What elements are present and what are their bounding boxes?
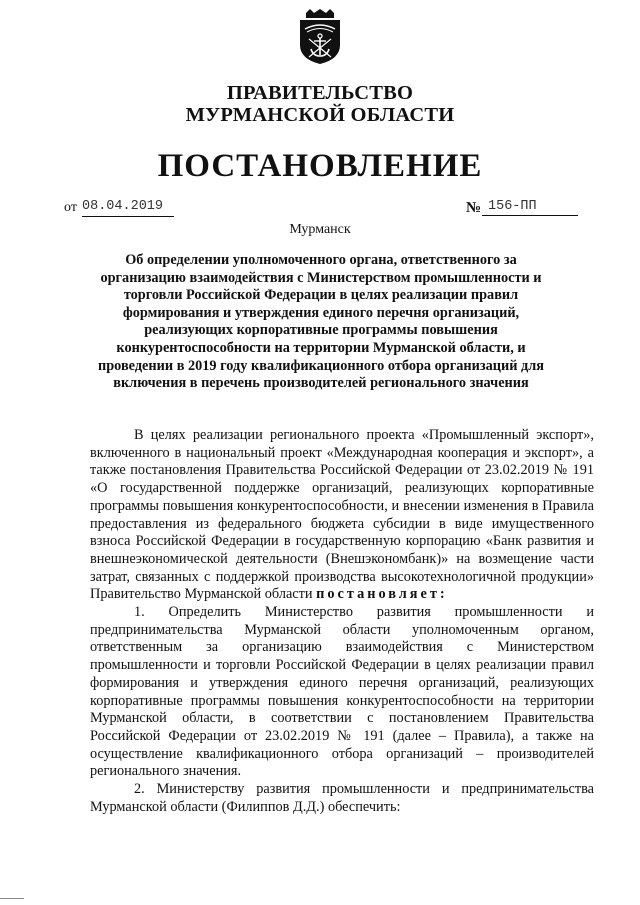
number-prefix: № <box>466 200 482 216</box>
clause-2: 2. Министерству развития промышленности и предпринимательства Мурманской области (Филиппов Д.Д.) обеспечить: <box>90 781 594 815</box>
decree-word: постановляет: <box>316 586 448 603</box>
city-name: Мурманск <box>289 222 351 237</box>
document-title: Об определении уполномоченного органа, ответственного за организацию взаимодействия с Министерством промышленности и торговли Российской Федерации в целях реализации правил формирования и утверждения единого перечня организаций, реализующих корпоративные программы повышения конкурентоспособности на территории Мурманской области, и проведении в 2019 году квалификационного отбора организаций для включения в перечень производителей регионального значения <box>97 252 545 392</box>
government-title-line1: ПРАВИТЕЛЬСТВО <box>226 82 414 104</box>
document-body <box>90 427 594 816</box>
document-number: 156-ПП <box>482 198 578 216</box>
date-prefix: от <box>64 200 77 215</box>
document-date: 08.04.2019 <box>82 198 174 217</box>
scan-edge-mark <box>0 898 24 899</box>
intro-text: В целях реализации регионального проекта «Промышленный экспорт», включенного в национальный проект «Международная кооперация и экспорт», а также постановления Правительства Российской Федерации от 23.02.2019 № 191 «О государственной поддержке организаций, реализующих корпоративные программы повышения конкурентоспособности, и внесении изменения в Правила предоставления из федерального бюджета субсидии в виде имущественного взноса Российской Федерации в государственную корпорацию «Банк развития и внешнеэкономической деятельности (Внешэкономбанк)» на возмещение части затрат, связанных с поддержкой производства высокотехнологичной продукции» Правительство Мурманской области <box>90 427 594 603</box>
coat-of-arms-emblem <box>297 9 343 65</box>
intro-paragraph <box>90 427 594 604</box>
document-type-heading: ПОСТАНОВЛЕНИЕ <box>157 148 483 184</box>
clause-1: 1. Определить Министерство развития промышленности и предпринимательства Мурманской области уполномоченным органом, ответственным за организацию взаимодействия с Министерством промышленности и торговли Российской Федерации в целях реализации правил формирования и утверждения единого перечня организаций, реализующих корпоративные программы повышения конкурентоспособности на территории Мурманской области, в соответствии с постановлением Правительства Российской Федерации от 23.02.2019 № 191 (далее – Правила), а также на осуществление квалификационного отбора организаций – производителей регионального значения. <box>90 604 594 780</box>
government-title-line2: МУРМАНСКОЙ ОБЛАСТИ <box>185 104 455 126</box>
